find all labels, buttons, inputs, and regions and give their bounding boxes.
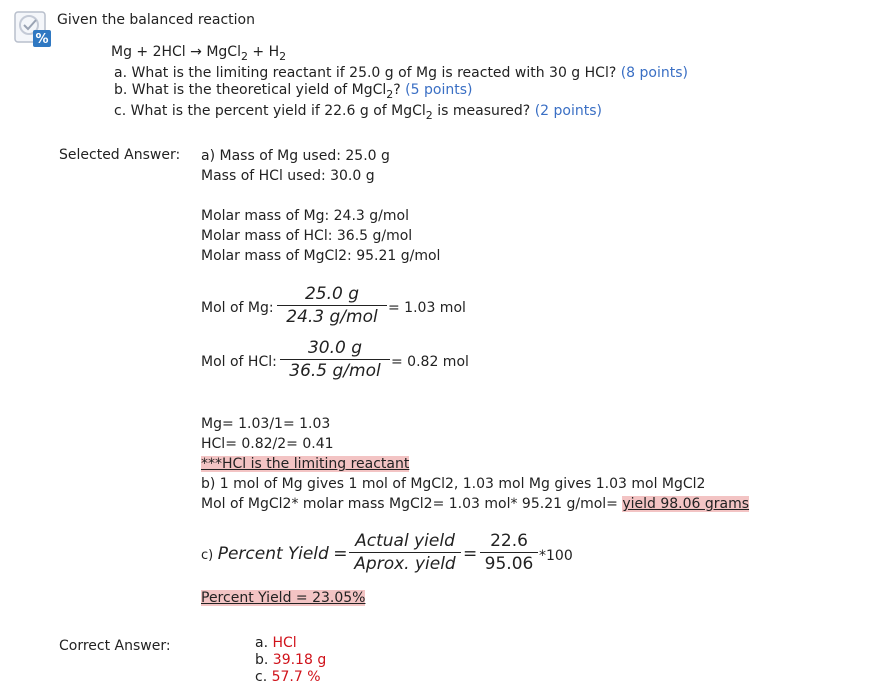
- points-badge: (8 points): [620, 65, 688, 81]
- reaction-equation: Mg + 2HCl → MgCl$_2$ + $H_2$: [111, 44, 287, 63]
- question-type-icon: [14, 11, 50, 47]
- answer-line: Molar mass of MgCl2: 95.21 g/mol: [201, 248, 441, 264]
- answer-line: Molar mass of HCl: 36.5 g/mol: [201, 228, 413, 244]
- points-badge: (5 points): [405, 82, 473, 98]
- question-part-a: a. What is the limiting reactant if 25.0 g of Mg is reacted with 30 g HCl? (8 points): [114, 65, 688, 81]
- question-part-c: c. What is the percent yield if 22.6 g of MgCl$_2$ is measured? (2 points): [114, 103, 602, 122]
- yield-calculation: Mol of MgCl2* molar mass MgCl2= 1.03 mol* 95.21 g/mol= yield 98.06 grams: [201, 496, 750, 512]
- arrow-icon: →: [190, 44, 202, 60]
- highlighted-text: ***HCl is the limiting reactant: [201, 456, 410, 472]
- highlighted-text: yield 98.06 grams: [622, 496, 750, 512]
- answer-line: a) Mass of Mg used: 25.0 g: [201, 148, 390, 164]
- percent-yield-result: [201, 588, 365, 608]
- correct-answer-item: b. 39.18 g: [255, 652, 327, 668]
- mol-hcl-result: = 0.82 mol: [391, 354, 469, 370]
- mol-mg-result: = 1.03 mol: [388, 300, 466, 316]
- correct-answer-label: Correct Answer:: [59, 638, 171, 654]
- mol-hcl-label: Mol of HCl:: [201, 354, 277, 370]
- fraction-numerator: Actual yield: [355, 531, 455, 551]
- fraction-denominator: 36.5 g/mol: [289, 361, 381, 381]
- yield-fraction: [349, 530, 461, 575]
- mol-mg-label: Mol of Mg:: [201, 300, 274, 316]
- correct-answer-item: c. 57.7 %: [255, 669, 321, 685]
- answer-line: Mass of HCl used: 30.0 g: [201, 168, 375, 184]
- fraction-denominator: 95.06: [484, 554, 534, 574]
- percent-yield-formula: c) Percent Yield =: [201, 544, 348, 564]
- fraction-numerator: 22.6: [490, 531, 528, 551]
- part-b-line: b) 1 mol of Mg gives 1 mol of MgCl2, 1.03 mol Mg gives 1.03 mol MgCl2: [201, 476, 706, 492]
- highlighted-text: Percent Yield = 23.05%: [201, 590, 366, 606]
- value-fraction: [480, 530, 538, 575]
- question-part-b: b. What is the theoretical yield of MgCl$_2$? (5 points): [114, 82, 473, 101]
- ratio-mg: Mg= 1.03/1= 1.03: [201, 416, 331, 432]
- multiplier: *100: [539, 548, 573, 564]
- fraction-denominator: 24.3 g/mol: [286, 307, 378, 327]
- correct-answer-item: a. HCl: [255, 635, 297, 651]
- mol-hcl-fraction: [280, 337, 390, 382]
- ratio-hcl: HCl= 0.82/2= 0.41: [201, 436, 334, 452]
- question-intro: Given the balanced reaction: [57, 12, 255, 28]
- selected-answer-label: Selected Answer:: [59, 147, 181, 163]
- svg-text:%: %: [35, 32, 49, 47]
- fraction-denominator: Aprox. yield: [354, 554, 456, 574]
- fraction-numerator: 25.0 g: [304, 284, 360, 304]
- mol-mg-fraction: [277, 283, 387, 328]
- answer-line: Molar mass of Mg: 24.3 g/mol: [201, 208, 409, 224]
- limiting-reactant-statement: [201, 454, 409, 474]
- fraction-numerator: 30.0 g: [307, 338, 363, 358]
- equals-sign: =: [463, 544, 478, 564]
- points-badge: (2 points): [534, 103, 602, 119]
